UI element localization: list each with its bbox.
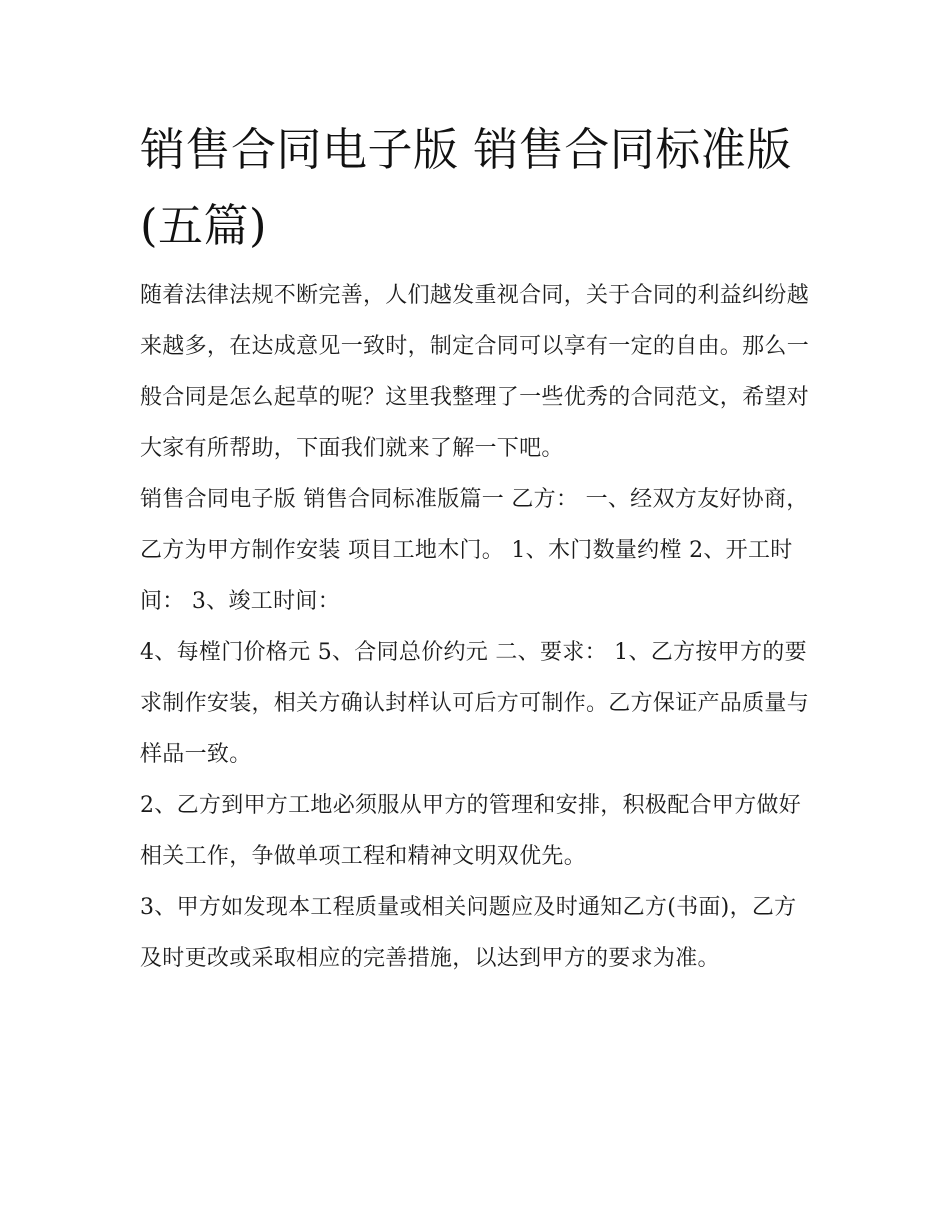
paragraph-intro: 随着法律法规不断完善，人们越发重视合同，关于合同的利益纠纷越来越多，在达成意见一致时，制定合同可以享有一定的自由。那么一般合同是怎么起草的呢？这里我整理了一些优秀的合同范文，希望对大家有所帮助，下面我们就来了解一下吧。 — [140, 283, 810, 461]
document-body — [140, 112, 812, 984]
document-title: 销售合同电子版 销售合同标准版(五篇) — [140, 123, 792, 252]
paragraph-quality-notice: 3、甲方如发现本工程质量或相关问题应及时通知乙方(书面)，乙方及时更改或采取相应的完善措施，以达到甲方的要求为准。 — [140, 895, 797, 971]
paragraph-site-management: 2、乙方到甲方工地必须服从甲方的管理和安排，积极配合甲方做好相关工作，争做单项工程和精神文明双优先。 — [140, 793, 801, 869]
paragraph-list — [140, 270, 812, 984]
paragraph-article-1: 销售合同电子版 销售合同标准版篇一 乙方： 一、经双方友好协商，乙方为甲方制作安装 项目工地木门。 1、木门数量约樘 2、开工时间： 3、竣工时间： — [140, 487, 809, 614]
paragraph-price-requirements: 4、每樘门价格元 5、合同总价约元 二、要求： 1、乙方按甲方的要求制作安装，相关方确认封样认可后方可制作。乙方保证产品质量与样品一致。 — [140, 640, 810, 767]
